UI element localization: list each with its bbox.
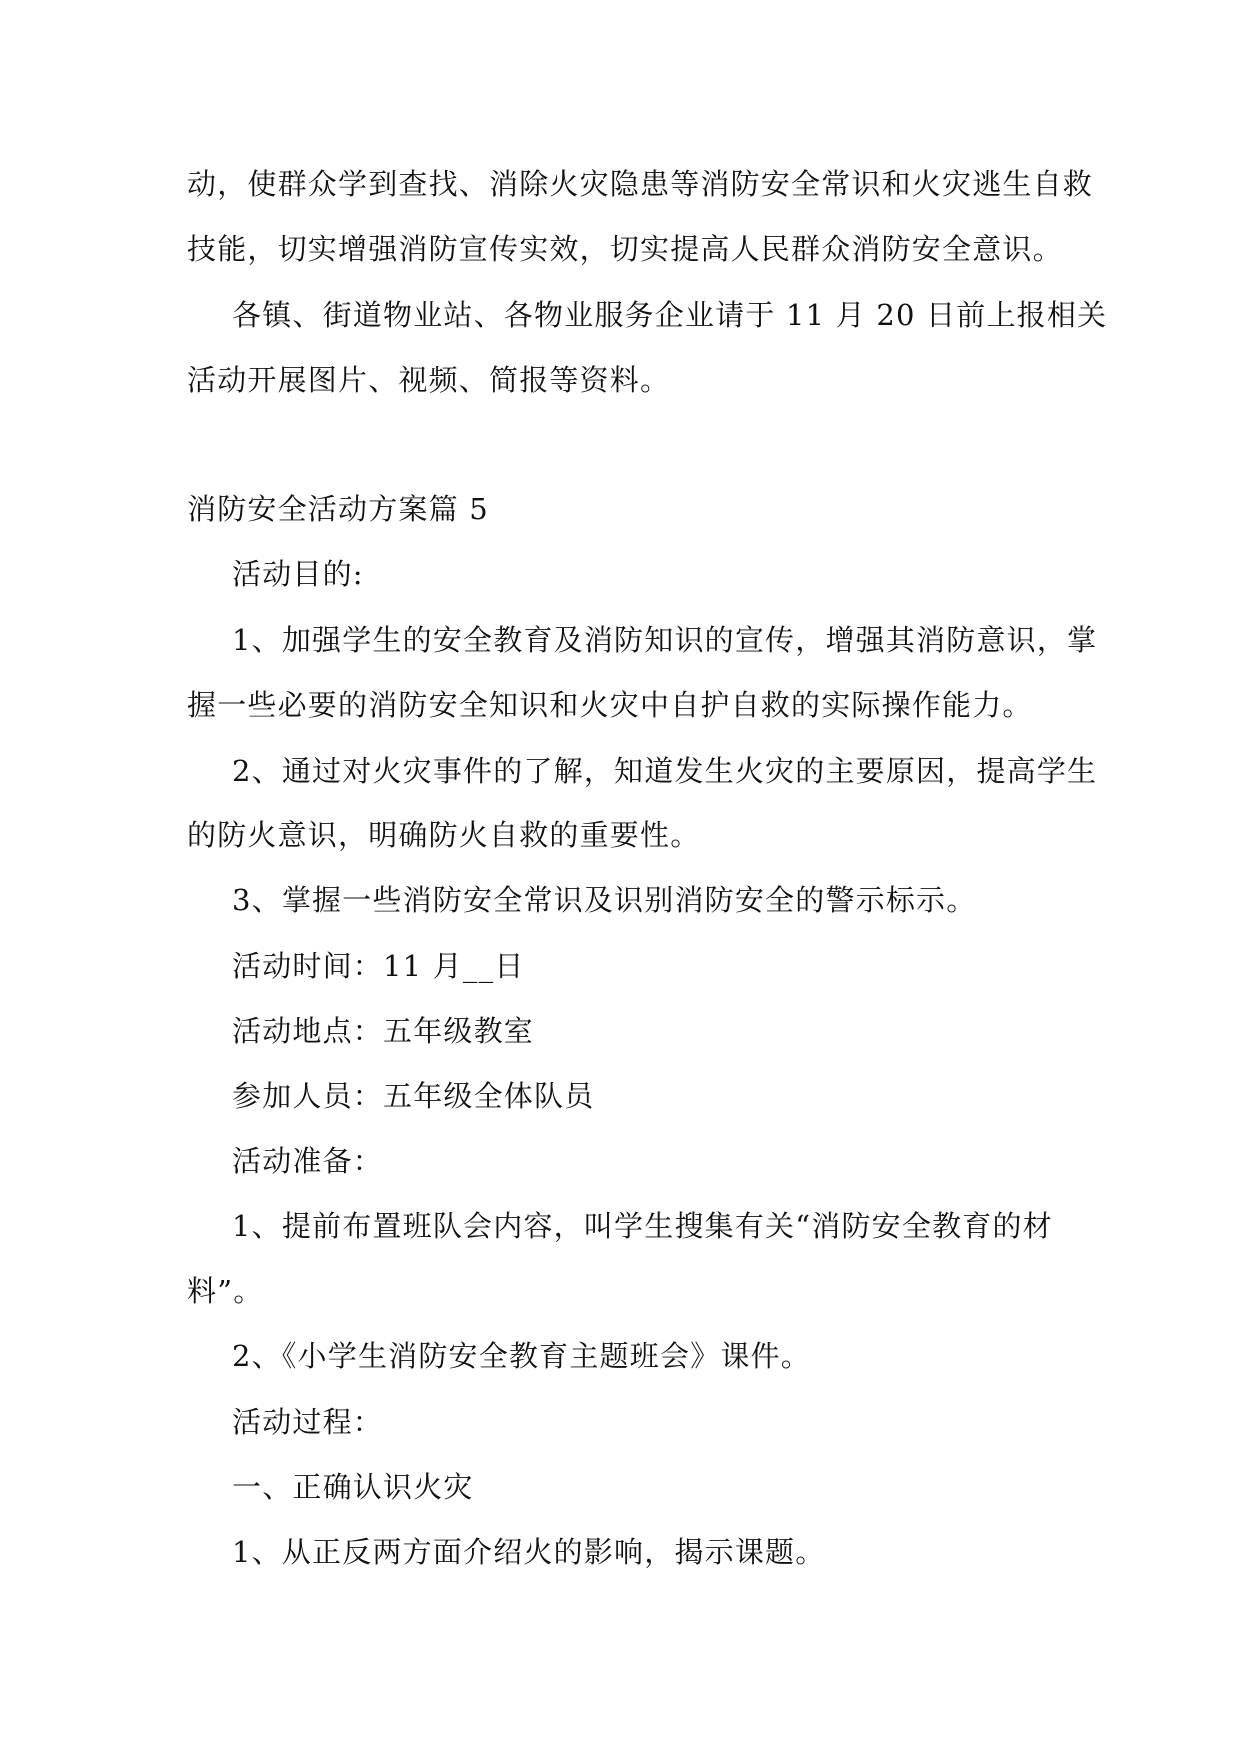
paragraph-line: 活动开展图片、视频、简报等资料。 — [187, 363, 671, 397]
paragraph-line: 参加人员：五年级全体队员 — [232, 1079, 595, 1113]
paragraph-line: 2、《小学生消防安全教育主题班会》课件。 — [232, 1339, 811, 1373]
paragraph-line: 活动地点：五年级教室 — [232, 1014, 535, 1048]
paragraph-line: 料”。 — [187, 1274, 264, 1308]
paragraph-line: 活动目的: — [232, 557, 364, 591]
paragraph-line: 动，使群众学到查找、消除火灾隐患等消防安全常识和火灾逃生自救 — [187, 167, 1094, 201]
paragraph-line: 握一些必要的消防安全知识和火灾中自护自救的实际操作能力。 — [187, 688, 1033, 722]
paragraph-line: 1、从正反两方面介绍火的影响，揭示课题。 — [232, 1535, 826, 1569]
paragraph-line: 的防火意识，明确防火自救的重要性。 — [187, 818, 701, 852]
paragraph-line: 技能，切实增强消防宣传实效，切实提高人民群众消防安全意识。 — [187, 232, 1063, 266]
paragraph-line: 各镇、街道物业站、各物业服务企业请于 11 月 20 日前上报相关 — [232, 298, 1108, 332]
section-heading: 消防安全活动方案篇 5 — [187, 492, 489, 526]
paragraph-line: 活动准备： — [232, 1144, 384, 1178]
paragraph-line: 3、掌握一些消防安全常识及识别消防安全的警示标示。 — [232, 883, 977, 917]
paragraph-line: 活动过程： — [232, 1405, 384, 1439]
paragraph-line: 1、提前布置班队会内容，叫学生搜集有关“消防安全教育的材 — [232, 1209, 1053, 1243]
paragraph-line: 一、正确认识火灾 — [232, 1470, 474, 1504]
paragraph-line: 2、通过对火灾事件的了解，知道发生火灾的主要原因，提高学生 — [232, 754, 1098, 788]
paragraph-line: 活动时间：11 月__日 — [232, 949, 525, 983]
paragraph-line: 1、加强学生的安全教育及消防知识的宣传，增强其消防意识，掌 — [232, 623, 1098, 657]
